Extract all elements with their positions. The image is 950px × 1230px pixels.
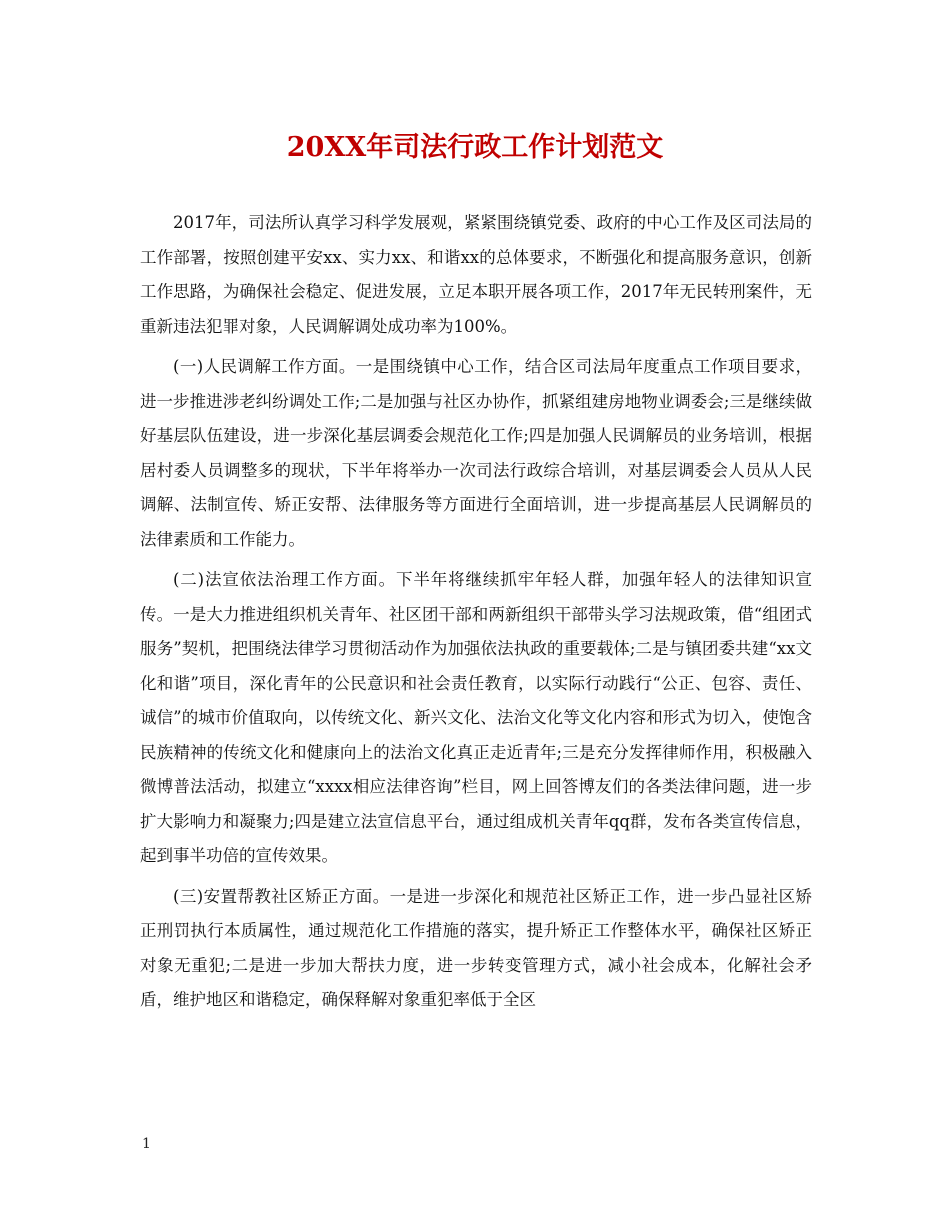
paragraph-mediation: (一)人民调解工作方面。一是围绕镇中心工作，结合区司法局年度重点工作项目要求，进一步推进涉老纠纷调处工作;二是加强与社区办协作，抓紧组建房地物业调委会;三是继续做好基层队伍建设，进一步深化基层调委会规范化工作;四是加强人民调解员的业务培训，根据居村委人员调整多的现状，下半年将举办一次司法行政综合培训，对基层调委会人员从人民调解、法制宣传、矫正安帮、法律服务等方面进行全面培训，进一步提高基层人民调解员的法律素质和工作能力。 xyxy=(140,357,812,549)
page-number: 1 xyxy=(142,1136,151,1152)
paragraph-legal-publicity: (二)法宣依法治理工作方面。下半年将继续抓牢年轻人群，加强年轻人的法律知识宣传。一是大力推进组织机关青年、社区团干部和两新组织干部带头学习法规政策，借“组团式服务”契机，把围绕法律学习贯彻活动作为加强依法执政的重要载体;二是与镇团委共建“xx文化和谐”项目，深化青年的公民意识和社会责任教育，以实际行动践行“公正、包容、责任、诚信”的城市价值取向，以传统文化、新兴文化、法治文化等文化内容和形式为切入，使饱含民族精神的传统文化和健康向上的法治文化真正走近青年;三是充分发挥律师作用，积极融入微博普法活动，拟建立“xxxx相应法律咨询”栏目，网上回答博友们的各类法律问题，进一步扩大影响力和凝聚力;四是建立法宣信息平台，通过组成机关青年qq群，发布各类宣传信息，起到事半功倍的宣传效果。 xyxy=(140,570,812,865)
document-title: 20XX年司法行政工作计划范文 xyxy=(286,132,664,163)
paragraph-community-correction: (三)安置帮教社区矫正方面。一是进一步深化和规范社区矫正工作，进一步凸显社区矫正刑罚执行本质属性，通过规范化工作措施的落实，提升矫正工作整体水平，确保社区矫正对象无重犯;二是进一步加大帮扶力度，进一步转变管理方式，减小社会成本，化解社会矛盾，维护地区和谐稳定，确保释解对象重犯率低于全区 xyxy=(140,886,812,1009)
paragraph-intro: 2017年，司法所认真学习科学发展观，紧紧围绕镇党委、政府的中心工作及区司法局的工作部署，按照创建平安xx、实力xx、和谐xx的总体要求，不断强化和提高服务意识，创新工作思路，为确保社会稳定、促进发展，立足本职开展各项工作，2017年无民转刑案件，无重新违法犯罪对象，人民调解调处成功率为100%。 xyxy=(140,213,812,336)
document-body xyxy=(140,206,812,1024)
